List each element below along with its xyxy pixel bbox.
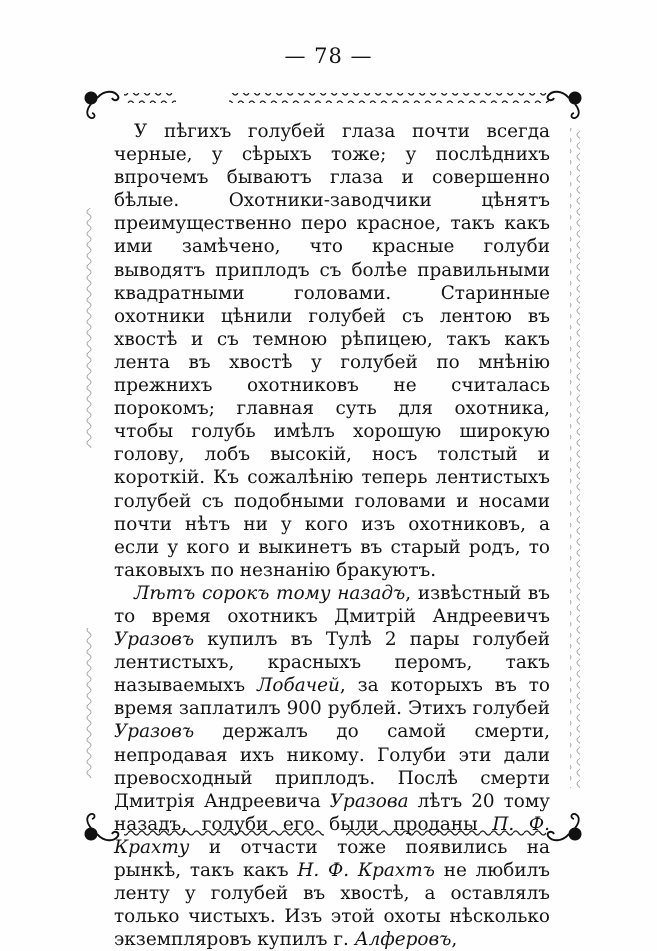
text-run: купилъ въ Тулѣ 2 пары голубей лентистыхъ, красныхъ перомъ, такъ называемыхъ — [114, 629, 550, 697]
text-run: и отчасти тоже появились на рынкѣ, такъ какъ — [114, 836, 550, 881]
text-run: У пѣгихъ голубей глаза почти всегда черные, у сѣрыхъ тоже; у послѣднихъ впрочемъ бываютъ глаза и совершенно бѣлые. Охотники-заводчики цѣнятъ преимущественно перо красное, такъ какъ ими замѣчено, что красные голуби выводятъ приплодъ съ болѣе правильными квадратными головами. Старинные охотники цѣнили голубей съ лентою въ хвостѣ и съ темною рѣпицею, такъ какъ лента въ хвостѣ у голубей по мнѣнію прежнихъ охотниковъ не считалась порокомъ; главная суть для охотника, чтобы голубь имѣлъ хорошую широкую голову, лобъ высокій, носъ толстый и короткій. Къ сожалѣнію теперь лентистыхъ голубей съ подобными головами и носами почти нѣтъ ни у кого изъ охотниковъ, а если у кого и выкинетъ въ старый родъ, то таковыхъ по незнанію бракуютъ. — [114, 121, 550, 581]
text-run: лѣтъ 20 тому назадъ, голуби его были проданы — [114, 790, 550, 835]
top-left-rule — [124, 93, 176, 103]
italic-run: Лобачей — [257, 675, 340, 697]
text-run: держалъ до самой смерти, непродавая ихъ никому. Голуби эти дали превосходный приплодъ. Послѣ смерти Дмитрія Андреевича — [114, 721, 550, 812]
italic-run: Уразовъ — [114, 629, 195, 651]
right-side-rule — [570, 128, 580, 788]
corner-top-left-icon — [85, 92, 119, 119]
italic-run: Н. Ф. Крахтъ — [297, 860, 435, 881]
paragraph-1 — [114, 120, 550, 582]
italic-run: Лѣтъ сорокъ тому назадъ — [134, 582, 406, 604]
corner-bottom-right-icon — [548, 814, 582, 841]
text-run: не любилъ ленту у голубей въ хвостѣ, а оставлялъ только чистыхъ. Изъ этой охоты нѣсколько экземпляровъ купилъ г. — [114, 860, 551, 951]
text-run: , извѣстный въ то время охотникъ Дмитрій Андреевичъ — [114, 582, 550, 627]
page-number: — 78 — — [284, 44, 373, 68]
left-side-rule-lower — [84, 628, 94, 778]
corner-top-right-icon — [548, 92, 582, 119]
italic-run: П. Ф. Крахту — [114, 813, 550, 858]
text-run: , — [451, 929, 458, 951]
italic-run: Уразова — [329, 790, 409, 812]
left-side-rule — [84, 208, 94, 448]
paragraph-2 — [114, 582, 550, 951]
page-body — [114, 120, 550, 951]
top-right-rule — [229, 93, 549, 103]
text-run: , за которыхъ въ то время заплатилъ 900 рублей. Этихъ голубей — [114, 675, 550, 720]
italic-run: Уразовъ — [114, 721, 195, 743]
italic-run: Алферовъ — [354, 929, 452, 951]
